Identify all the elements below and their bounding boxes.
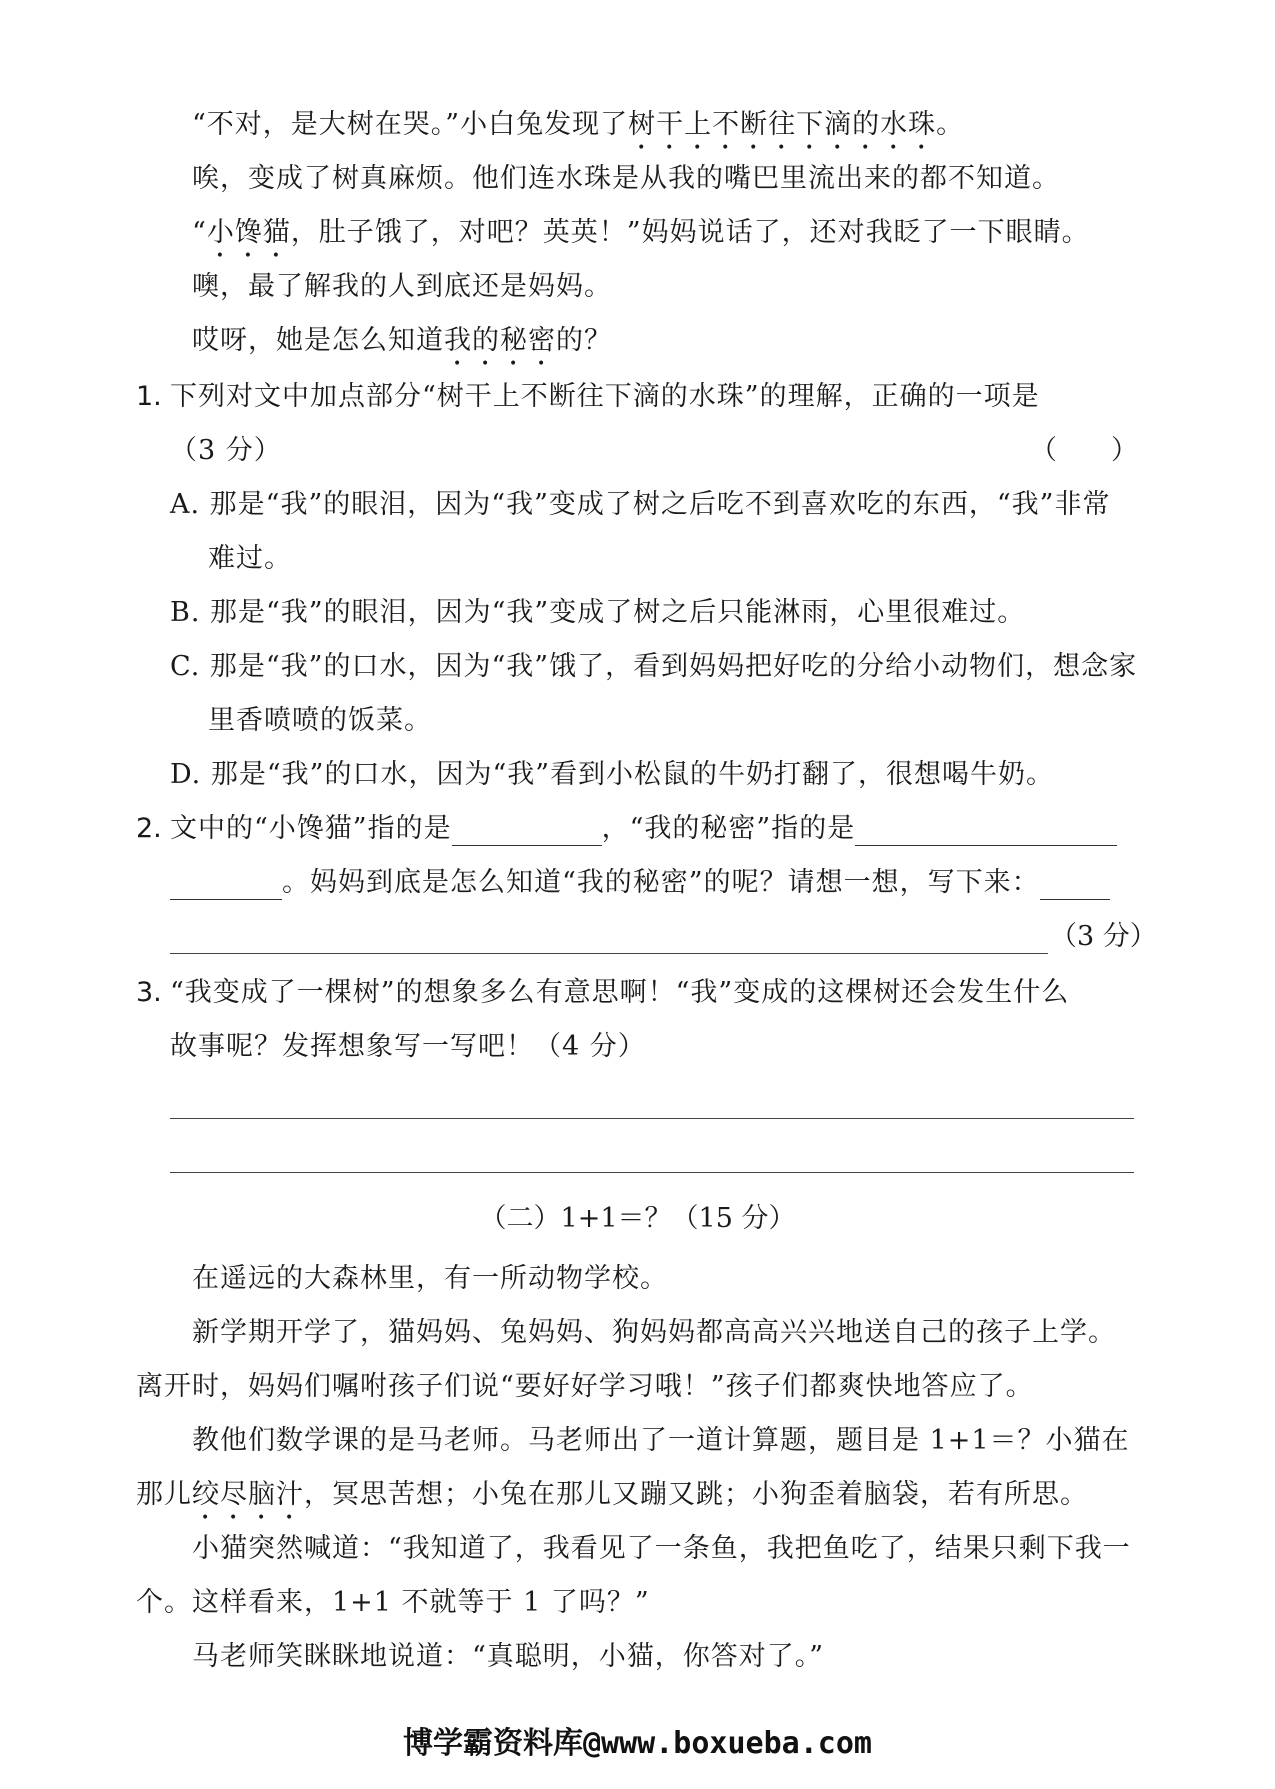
story-paragraph-5 (192, 324, 612, 372)
question-1-score: （3 分） (170, 435, 282, 466)
answer-blank-paren[interactable]: （ ） (1030, 435, 1138, 466)
section-2-paragraph-2-continued: 离开时，妈妈们嘱咐孩子们说“要好好学习哦！”孩子们都爽快地答应了。 (136, 1371, 1034, 1402)
section-2-paragraph-1: 在遥远的大森林里，有一所动物学校。 (192, 1263, 668, 1294)
text-segment: “不对，是大树在哭。”小白兔发现了 (192, 109, 629, 140)
answer-blank-2[interactable] (855, 819, 1117, 846)
option-a[interactable]: A. 那是“我”的眼泪，因为“我”变成了树之后吃不到喜欢吃的东西，“我”非常 (170, 489, 1111, 520)
answer-blank-2-continued[interactable] (170, 873, 282, 900)
question-2-line-2 (170, 866, 1110, 900)
dotted-phrase: 我的秘密 (444, 325, 556, 356)
question-2-score: （3 分） (1050, 921, 1157, 952)
question-1-stem: 下列对文中加点部分“树干上不断往下滴的水珠”的理解，正确的一项是 (170, 381, 1040, 412)
option-c-continued: 里香喷喷的饭菜。 (208, 705, 432, 736)
answer-blank-1[interactable] (452, 819, 602, 846)
option-b[interactable]: B. 那是“我”的眼泪，因为“我”变成了树之后只能淋雨，心里很难过。 (170, 597, 1026, 628)
dotted-phrase: 小馋猫 (206, 217, 291, 248)
story-paragraph-3 (192, 216, 1090, 264)
section-2-paragraph-2: 新学期开学了，猫妈妈、兔妈妈、狗妈妈都高高兴兴地送自己的孩子上学。 (192, 1317, 1116, 1348)
text-segment: 哎呀，她是怎么知道 (192, 325, 444, 356)
answer-blank-3[interactable] (1040, 873, 1110, 900)
text-segment: 文中的“小馋猫”指的是 (170, 813, 452, 844)
section-2-paragraph-3-continued (136, 1478, 1088, 1526)
dotted-phrase: 树干上不断往下滴的水珠 (628, 109, 937, 140)
story-paragraph-1 (192, 108, 964, 156)
text-segment: 那儿 (136, 1479, 192, 1510)
dotted-phrase: 绞尽脑汁 (192, 1479, 304, 1510)
section-2-title: （二）1+1＝？（15 分） (479, 1203, 796, 1234)
story-paragraph-4: 噢，最了解我的人到底还是妈妈。 (192, 271, 612, 302)
question-2-line-1 (170, 812, 1117, 846)
question-1-number: 1. (136, 381, 162, 412)
section-2-paragraph-3: 教他们数学课的是马老师。马老师出了一道计算题，题目是 1+1＝？小猫在 (192, 1425, 1130, 1456)
answer-line[interactable] (170, 1172, 1134, 1173)
story-paragraph-2: 唉，变成了树真麻烦。他们连水珠是从我的嘴巴里流出来的都不知道。 (192, 163, 1060, 194)
question-3-line-2: 故事呢？发挥想象写一写吧！（4 分） (170, 1031, 646, 1062)
question-3-line-1: “我变成了一棵树”的想象多么有意思啊！“我”变成的这棵树还会发生什么 (170, 977, 1070, 1008)
text-segment: “ (192, 217, 207, 248)
text-segment: 的？ (556, 325, 612, 356)
option-d[interactable]: D. 那是“我”的口水，因为“我”看到小松鼠的牛奶打翻了，很想喝牛奶。 (170, 759, 1055, 790)
text-segment: 。 (936, 109, 965, 140)
text-segment: 。妈妈到底是怎么知道“我的秘密”的呢？请想一想，写下来： (282, 867, 1040, 898)
text-segment: ，“我的秘密”指的是 (601, 813, 856, 844)
section-2-paragraph-4: 小猫突然喊道：“我知道了，我看见了一条鱼，我把鱼吃了，结果只剩下我一 (192, 1533, 1131, 1564)
question-2-number: 2. (136, 813, 162, 844)
section-2-paragraph-4-continued: 个。这样看来，1+1 不就等于 1 了吗？” (136, 1587, 650, 1618)
footer-watermark: 博学霸资料库@www.boxueba.com (403, 1726, 872, 1761)
option-c[interactable]: C. 那是“我”的口水，因为“我”饿了，看到妈妈把好吃的分给小动物们，想念家 (170, 651, 1138, 682)
question-3-number: 3. (136, 977, 162, 1008)
text-segment: ，肚子饿了，对吧？英英！”妈妈说话了，还对我眨了一下眼睛。 (290, 217, 1090, 248)
section-2-paragraph-5: 马老师笑眯眯地说道：“真聪明，小猫，你答对了。” (192, 1641, 825, 1672)
option-a-continued: 难过。 (208, 543, 292, 574)
text-segment: ，冥思苦想；小兔在那儿又蹦又跳；小狗歪着脑袋，若有所思。 (304, 1479, 1088, 1510)
answer-line[interactable] (170, 1118, 1134, 1119)
answer-line[interactable] (170, 953, 1048, 954)
